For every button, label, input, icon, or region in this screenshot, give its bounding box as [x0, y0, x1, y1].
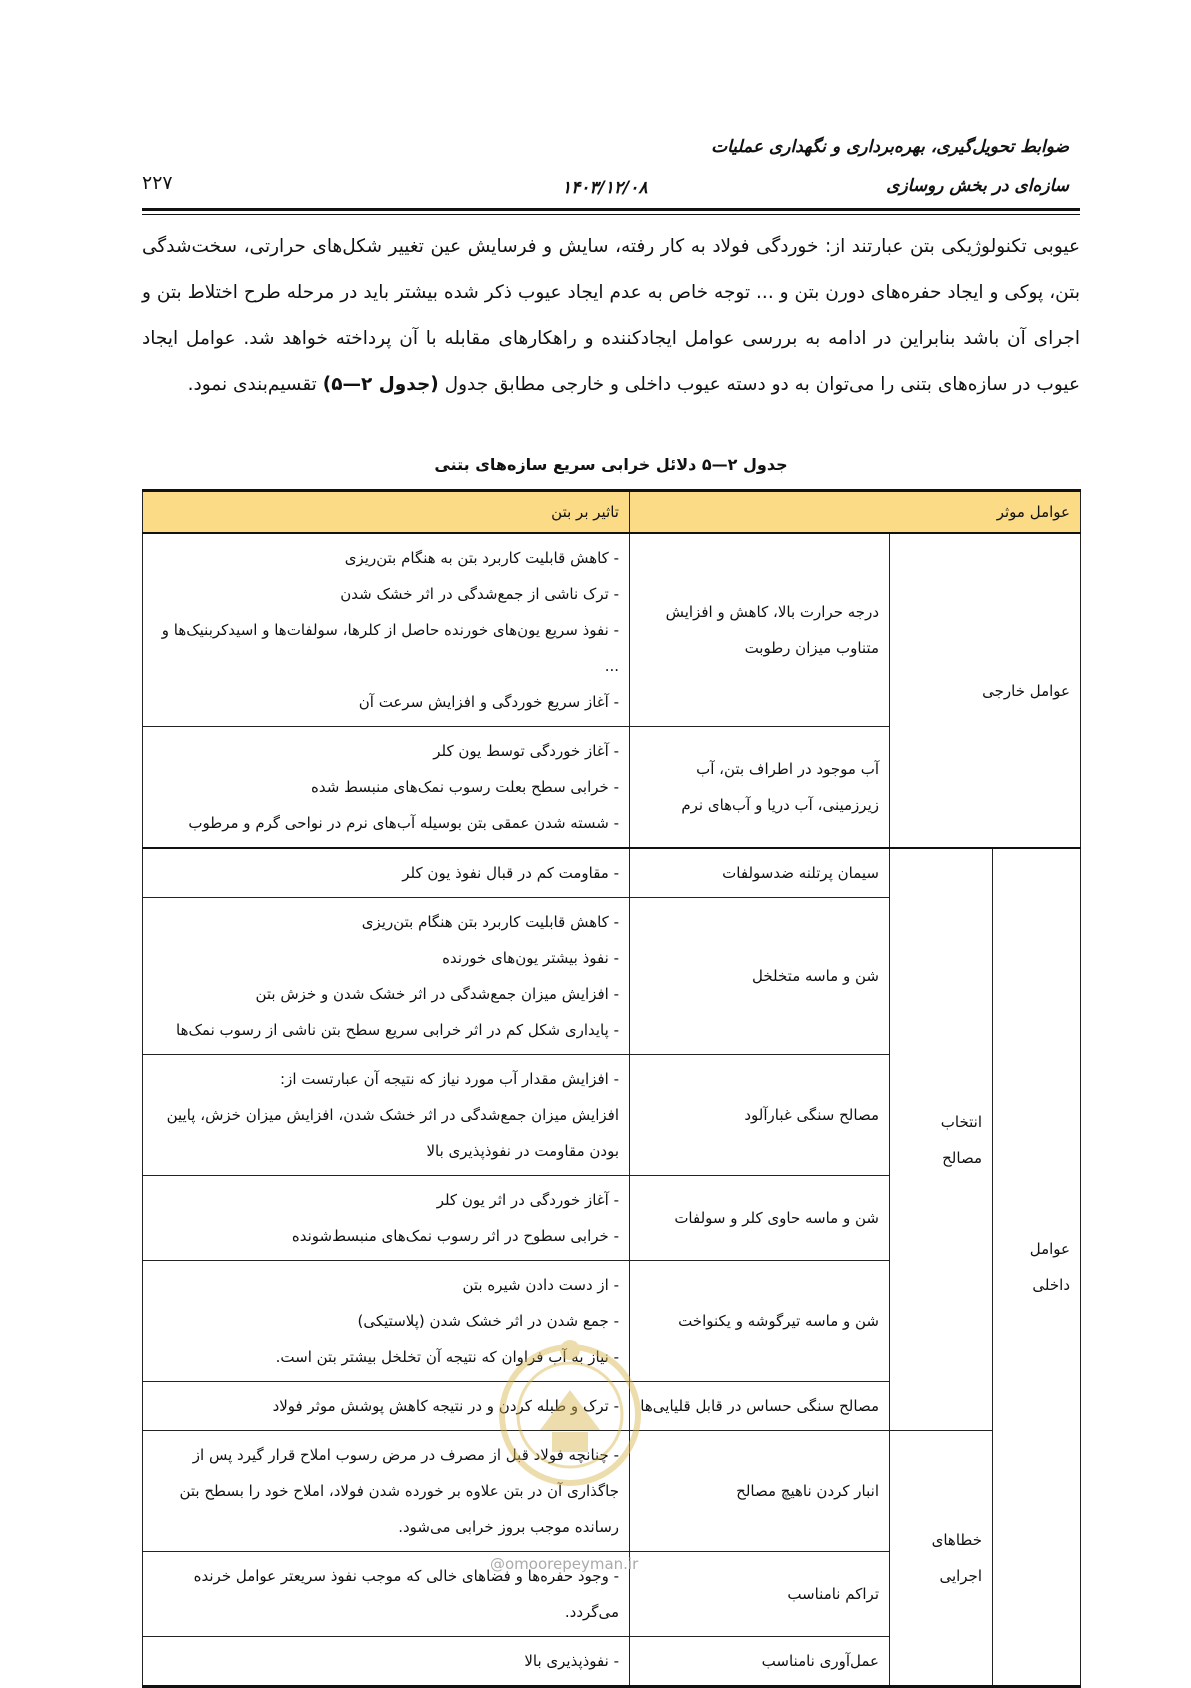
effect-cell	[143, 1261, 630, 1382]
effect-line: - افزایش میزان جمع‌شدگی در اثر خشک شدن و خزش بتن	[255, 985, 619, 1003]
factor-cell: شن و ماسه حاوی کلر و سولفات	[630, 1176, 890, 1261]
effect-line: - آغاز سریع خوردگی و افزایش سرعت آن	[358, 693, 619, 711]
effect-line: - آغاز خوردگی توسط یون کلر	[433, 742, 619, 760]
effect-line: - آغاز خوردگی در اثر یون کلر	[436, 1191, 619, 1209]
table-row	[143, 1431, 1081, 1552]
table-row	[143, 848, 1081, 898]
header-factors: عوامل موثر	[630, 491, 1081, 534]
paragraph-text-end: تقسیم‌بندی نمود.	[187, 374, 317, 395]
effect-cell	[143, 1637, 630, 1687]
header-effect: تاثیر بر بتن	[143, 491, 630, 534]
header-title-line1: ضوابط تحویل‌گیری، بهره‌برداری و نگهداری عملیات	[711, 137, 1069, 157]
watermark-url: @omoorepeyman.ir	[490, 1555, 639, 1573]
effect-line: - وجود حفره‌ها و فضاهای خالی که موجب نفوذ سریعتر عوامل خرنده می‌گردد.	[193, 1567, 619, 1621]
effect-line: - چنانچه فولاد قبل از مصرف در مرض رسوب املاح قرار گیرد پس از جاگذاری آن در بتن علاوه بر خورده شدن فولاد، املاح خود را بسطح بتن رسانده موجب بروز خرابی می‌شود.	[179, 1446, 619, 1536]
factor-cell: مصالح سنگی حساس در قابل قلیایی‌ها	[630, 1382, 890, 1431]
factor-cell: انبار کردن ناهیچ مصالح	[630, 1431, 890, 1552]
subgroup-execution-label: خطاهای اجرایی	[890, 1431, 993, 1687]
header-rule-thick	[142, 208, 1080, 211]
effect-line: - ترک و طبله کردن و در نتیجه کاهش پوشش موثر فولاد	[272, 1397, 619, 1415]
factor-cell: شن و ماسه تیرگوشه و یکنواخت	[630, 1261, 890, 1382]
effect-line: - کاهش قابلیت کاربرد بتن هنگام بتن‌ریزی	[361, 913, 619, 931]
factor-cell: سیمان پرتلنه ضدسولفات	[630, 848, 890, 898]
body-paragraph	[142, 224, 1080, 408]
effect-cell	[143, 1382, 630, 1431]
page-number: ۲۲۷	[142, 172, 173, 194]
group-internal-label: عوامل داخلی	[993, 848, 1081, 1687]
table-reference: (جدول ۲—۵)	[322, 374, 439, 395]
effect-line: افزایش میزان جمع‌شدگی در اثر خشک شدن، افزایش میزان خزش، پایین بودن مقاومت در نفوذپذیری بالا	[166, 1106, 619, 1160]
effect-line: - نفوذ بیشتر یون‌های خورنده	[442, 949, 619, 967]
effect-line: - افزایش مقدار آب مورد نیاز که نتیجه آن عبارتست از:	[280, 1070, 619, 1088]
effect-line: - مقاومت کم در قبال نفوذ یون کلر	[402, 864, 619, 882]
factor-cell: مصالح سنگی غبارآلود	[630, 1055, 890, 1176]
defects-table	[142, 489, 1081, 1688]
factor-cell: عمل‌آوری نامناسب	[630, 1637, 890, 1687]
effect-line: - نفوذ سریع یون‌های خورنده حاصل از کلرها، سولفات‌ها و اسیدکربنیک‌ها و ...	[161, 621, 619, 675]
header-rule-thin	[142, 214, 1080, 215]
effect-cell	[143, 533, 630, 727]
effect-line: - خرابی سطح بعلت رسوب نمک‌های منبسط شده	[310, 778, 619, 796]
subgroup-materials-label: انتخاب مصالح	[890, 848, 993, 1431]
effect-cell	[143, 1176, 630, 1261]
header-title-line2: سازه‌ای در بخش روسازی	[886, 176, 1069, 196]
paragraph-text: عیوبی تکنولوژیکی بتن عبارتند از: خوردگی فولاد به کار رفته، سایش و فرسایش عین تغییر شکل‌های حرارتی، سخت‌شدگی بتن، پوکی و ایجاد حفره‌های دورن بتن و ... توجه خاص به عدم ایجاد عیوب ذکر شده بیشتر باید در مرحله طرح اختلاط بتن و اجرای آن باشد بنابراین در ادامه به بررسی عوامل ایجادکننده و راهکارهای مقابله با آن پرداخته خواهد شد. عوامل ایجاد عیوب در سازه‌های بتنی را می‌توان به دو دسته عیوب داخلی و خارجی مطابق جدول	[142, 236, 1080, 395]
factor-cell: درجه حرارت بالا، کاهش و افزایش متناوب میزان رطوبت	[630, 533, 890, 727]
effect-cell	[143, 848, 630, 898]
effect-line: - پایداری شکل کم در اثر خرابی سریع سطح بتن ناشی از رسوب نمک‌ها	[176, 1021, 619, 1039]
effect-cell	[143, 898, 630, 1055]
effect-line: - شسته شدن عمقی بتن بوسیله آب‌های نرم در نواحی گرم و مرطوب	[188, 814, 619, 832]
table-header-row	[143, 491, 1081, 534]
effect-line: - جمع شدن در اثر خشک شدن (پلاستیکی)	[357, 1312, 619, 1330]
effect-line: - ترک ناشی از جمع‌شدگی در اثر خشک شدن	[340, 585, 619, 603]
effect-line: - خرابی سطوح در اثر رسوب نمک‌های منبسط‌شونده	[291, 1227, 619, 1245]
effect-line: - از دست دادن شیره بتن	[462, 1276, 619, 1294]
header-date: ۱۴۰۳/۱۲/۰۸	[562, 178, 648, 198]
factor-cell: آب موجود در اطراف بتن، آب زیرزمینی، آب دریا و آب‌های نرم	[630, 727, 890, 849]
group-external-label: عوامل خارجی	[890, 533, 1081, 848]
table-caption: جدول ۲—۵ دلائل خرابی سریع سازه‌های بتنی	[434, 455, 788, 474]
effect-cell	[143, 1055, 630, 1176]
table-row	[143, 533, 1081, 727]
effect-cell	[143, 1431, 630, 1552]
effect-line: - کاهش قابلیت کاربرد بتن به هنگام بتن‌ریزی	[344, 549, 619, 567]
factor-cell: تراکم نامناسب	[630, 1552, 890, 1637]
effect-line: - نفوذپذیری بالا	[524, 1652, 619, 1670]
effect-line: - نیاز به آب فراوان که نتیجه آن تخلخل بیشتر بتن است.	[275, 1348, 619, 1366]
effect-cell	[143, 727, 630, 849]
factor-cell: شن و ماسه متخلخل	[630, 898, 890, 1055]
